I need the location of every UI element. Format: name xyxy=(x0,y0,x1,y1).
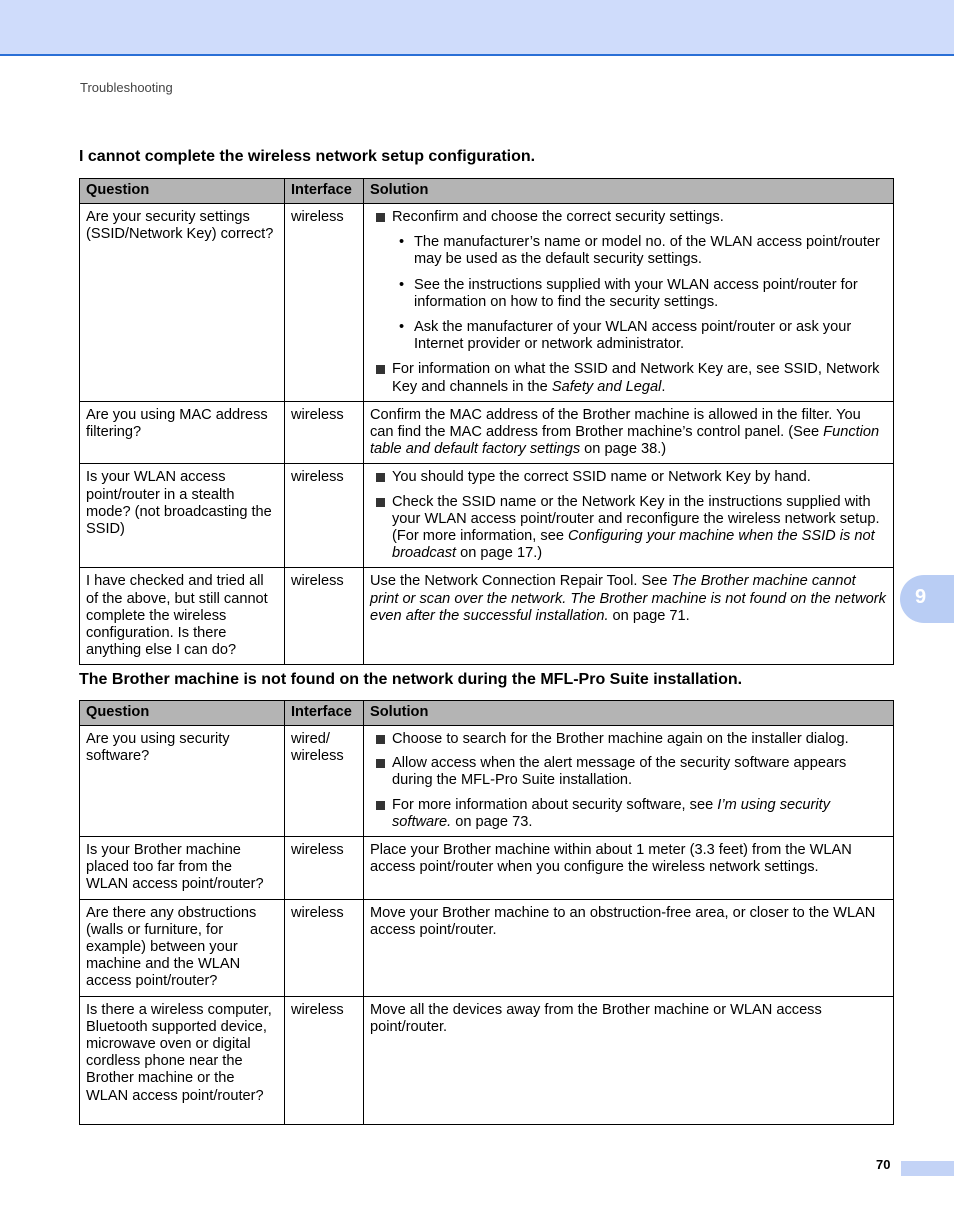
bullet-text: Choose to search for the Brother machine again on the installer dialog. xyxy=(392,731,849,747)
question-cell: Is there a wireless computer, Bluetooth supported device, microwave oven or digital cordless phone near the Brother machine or the WLAN access point/router? xyxy=(80,996,285,1124)
sub-bullet-text: The manufacturer’s name or model no. of the WLAN access point/router may be used as the default security settings. xyxy=(414,234,880,268)
bullet-text: Check the SSID name or the Network Key in the instructions supplied with your WLAN access point/router and reconfigure the wireless network setup. (For more information, see xyxy=(392,493,880,545)
table-header-row xyxy=(80,701,894,726)
solution-text: Use the Network Connection Repair Tool. See xyxy=(370,573,672,590)
column-header-question: Question xyxy=(80,701,285,726)
bullet-item xyxy=(370,361,887,395)
interface-cell: wireless xyxy=(285,996,364,1124)
reference-link[interactable]: Configuring your machine when the SSID is not broadcast xyxy=(392,528,875,562)
sub-bullet-item xyxy=(370,277,887,311)
reference-link[interactable]: Function table and default factory settings xyxy=(370,424,880,458)
bullet-item xyxy=(370,209,887,226)
bullet-text: Allow access when the alert message of the security software appears during the MFL-Pro Suite installation. xyxy=(392,755,847,789)
troubleshooting-table-installation xyxy=(79,700,894,1125)
solution-cell: Move your Brother machine to an obstruction-free area, or closer to the WLAN access point/router. xyxy=(364,899,894,996)
solution-cell xyxy=(364,401,894,464)
table-row xyxy=(80,837,894,900)
header-band xyxy=(0,0,954,56)
bullet-item xyxy=(370,755,887,789)
section-heading-installation: The Brother machine is not found on the network during the MFL-Pro Suite installation. xyxy=(79,671,743,688)
bullet-item xyxy=(370,731,887,748)
table-row xyxy=(80,464,894,568)
question-cell: Is your Brother machine placed too far from the WLAN access point/router? xyxy=(80,837,285,900)
sub-bullet-item xyxy=(370,234,887,268)
interface-cell: wireless xyxy=(285,837,364,900)
bullet-text-end: on page 17.) xyxy=(456,545,543,562)
solution-cell: Place your Brother machine within about 1 meter (3.3 feet) from the WLAN access point/router when you configure the wireless network settings. xyxy=(364,837,894,900)
bullet-item xyxy=(370,469,887,486)
table-row xyxy=(80,401,894,464)
interface-cell: wireless xyxy=(285,401,364,464)
interface-cell: wireless xyxy=(285,568,364,665)
sub-bullet-item xyxy=(370,319,887,353)
solution-text: Confirm the MAC address of the Brother machine is allowed in the filter. You can find the MAC address from Brother machine’s control panel. (See xyxy=(370,406,861,441)
table-row xyxy=(80,568,894,665)
bullet-text: You should type the correct SSID name or Network Key by hand. xyxy=(392,469,811,486)
chapter-number: 9 xyxy=(915,586,927,608)
table-row xyxy=(80,204,894,402)
table-row xyxy=(80,996,894,1124)
question-cell: Are there any obstructions (walls or furniture, for example) between your machine and the WLAN access point/router? xyxy=(80,899,285,996)
table-header-row xyxy=(80,179,894,204)
solution-cell xyxy=(364,464,894,568)
sub-bullet-text: See the instructions supplied with your WLAN access point/router for information on how to find the security settings. xyxy=(414,276,858,310)
solution-text-end: on page 71. xyxy=(608,607,690,624)
table-row xyxy=(80,726,894,837)
question-cell: Are your security settings (SSID/Network Key) correct? xyxy=(80,204,285,402)
column-header-interface: Interface xyxy=(285,179,364,204)
column-header-solution: Solution xyxy=(364,179,894,204)
troubleshooting-table-setup xyxy=(79,178,894,665)
question-cell: Are you using MAC address filtering? xyxy=(80,401,285,464)
bullet-text-end: . xyxy=(661,378,666,395)
bullet-text: Reconfirm and choose the correct security settings. xyxy=(392,209,724,225)
column-header-question: Question xyxy=(80,179,285,204)
column-header-solution: Solution xyxy=(364,701,894,726)
bullet-item xyxy=(370,494,887,563)
page-number: 70 xyxy=(876,1157,891,1172)
reference-link[interactable]: I’m using security software. xyxy=(392,796,830,830)
question-cell: Is your WLAN access point/router in a stealth mode? (not broadcasting the SSID) xyxy=(80,464,285,568)
interface-cell: wired/ wireless xyxy=(285,726,364,837)
breadcrumb: Troubleshooting xyxy=(80,80,173,95)
bullet-text: For more information about security software, see xyxy=(392,796,718,813)
bullet-text-end: on page 73. xyxy=(451,813,533,830)
question-cell: I have checked and tried all of the above, but still cannot complete the wireless configuration. Is there anything else I can do? xyxy=(80,568,285,665)
page-number-bar xyxy=(901,1161,954,1176)
section-heading-setup: I cannot complete the wireless network setup configuration. xyxy=(79,148,536,165)
solution-cell xyxy=(364,726,894,837)
reference-link[interactable]: Safety and Legal xyxy=(551,378,662,395)
reference-link[interactable]: The Brother machine cannot print or scan over the network. The Brother machine is not found on the network even after the successful installation. xyxy=(370,573,886,624)
interface-cell: wireless xyxy=(285,204,364,402)
interface-cell: wireless xyxy=(285,899,364,996)
solution-text-end: on page 38.) xyxy=(580,441,667,458)
table-row xyxy=(80,899,894,996)
solution-cell xyxy=(364,204,894,402)
chapter-tab[interactable] xyxy=(900,575,954,623)
solution-cell xyxy=(364,568,894,665)
bullet-item xyxy=(370,797,887,831)
solution-cell: Move all the devices away from the Brother machine or WLAN access point/router. xyxy=(364,996,894,1124)
column-header-interface: Interface xyxy=(285,701,364,726)
interface-cell: wireless xyxy=(285,464,364,568)
bullet-text: For information on what the SSID and Network Key are, see SSID, Network Key and channels in the xyxy=(392,361,880,395)
question-cell: Are you using security software? xyxy=(80,726,285,837)
sub-bullet-text: Ask the manufacturer of your WLAN access point/router or ask your Internet provider or network administrator. xyxy=(414,319,852,353)
